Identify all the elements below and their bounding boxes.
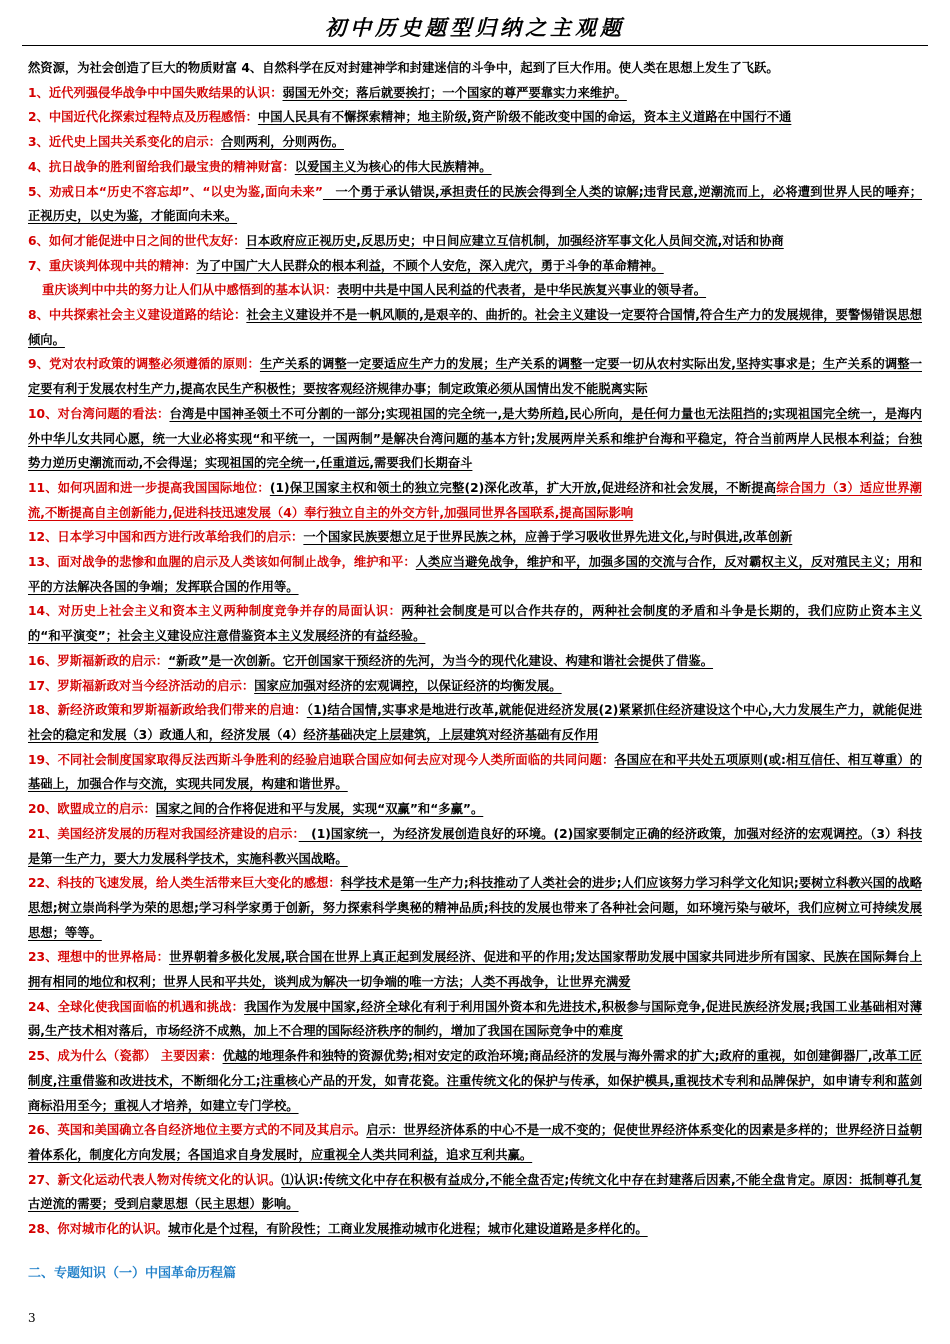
answer-text: 合则两利，分则两伤。 <box>221 135 344 150</box>
question-text: 重庆谈判中中共的努力让人们从中感悟到的基本认识： <box>42 283 338 298</box>
list-item <box>28 550 922 599</box>
section-heading: 二、专题知识（一）中国革命历程篇 <box>28 1266 237 1281</box>
question-text: 23、理想中的世界格局： <box>28 950 170 965</box>
question-text: 25、成为什么（瓷都） 主要因素： <box>28 1049 223 1064</box>
list-item <box>28 303 922 352</box>
list-item <box>28 995 922 1044</box>
answer-text: 弱国无外交；落后就要挨打；一个国家的尊严要靠实力来维护。 <box>282 85 627 100</box>
answer-text: 启示：世界经济体系的中心不是一成不变的；促使世界经济体系变化的因素是多样的；世界经济日益朝着体系化，制度化方向发展；各国追求自身发展时，应重视全人类共同利益，追求互利共赢。 <box>28 1123 922 1162</box>
answer-text: 人类应当避免战争，维护和平，加强多国的交流与合作，反对霸权主义，反对殖民主义；用和平的方法解决各国的争端；发挥联合国的作用等。 <box>28 555 922 594</box>
question-text: 10、对台湾问题的看法： <box>28 406 170 421</box>
question-text: 28、你对城市化的认识。 <box>28 1222 169 1237</box>
list-item <box>28 180 922 229</box>
question-text: 4、抗日战争的胜利留给我们最宝贵的精神财富： <box>28 159 295 174</box>
question-text: 11、如何巩固和进一步提高我国国际地位： <box>28 480 270 495</box>
answer-text: 两种社会制度是可以合作共存的，两种社会制度的矛盾和斗争是长期的，我们应防止资本主义的“和平演变”；社会主义建设应注意借鉴资本主义发展经济的有益经验。 <box>28 604 922 644</box>
question-text: 7、重庆谈判体现中共的精神： <box>28 258 197 273</box>
list-item <box>28 674 922 699</box>
answer-text: （1)结合国情,实事求是地进行改革,就能促进经济发展(2)紧紧抓住经济建设这个中心,大力发展生产力，就能促进社会的稳定和发展（3）政通人和，经济发展（4）经济基础决定上层建筑，上层建筑对经济基础有反作用 <box>28 703 922 742</box>
page-title: 初中历史题型归纳之主观题 <box>325 15 625 40</box>
answer-text: 一个国家民族要想立足于世界民族之林，应善于学习吸收世界先进文化,与时俱进,改革创新 <box>303 530 793 545</box>
question-text: 21、美国经济发展的历程对我国经济建设的启示： <box>28 826 299 841</box>
list-item <box>28 278 922 303</box>
answer-text: 中国人民具有不懈探索精神；地主阶级,资产阶级不能改变中国的命运，资本主义道路在中国行不通 <box>257 110 792 125</box>
answer-text: 优越的地理条件和独特的资源优势;相对安定的政治环境;商品经济的发展与海外需求的扩大;政府的重视，如创建御器厂,改革工匠制度,注重借鉴和改进技术，不断细化分工;注重核心产品的开发，如青花瓷。注重传统文化的保护与传承，如保护模具,重视技术专利和品牌保护，如申请专利和蓝剑商标沿用至今；重视人才培养，如建立专门学校。 <box>28 1049 922 1113</box>
answer-text: 我国作为发展中国家,经济全球化有利于利用国外资本和先进技术,积极参与国际竞争,促进民族经济发展;我国工业基础相对薄弱,生产技术相对落后，市场经济不成熟，加上不合理的国际经济秩序的制约，增加了我国在国际竞争中的难度 <box>28 999 922 1039</box>
list-item <box>28 476 922 525</box>
list-item <box>28 525 922 550</box>
list-item <box>28 254 922 279</box>
answer-text: “新政”是一次创新。它开创国家干预经济的先河，为当今的现代化建设、构建和谐社会提供了借鉴。 <box>168 653 714 668</box>
list-item <box>28 649 922 674</box>
list-item <box>28 1044 922 1118</box>
question-text: 9、党对农村政策的调整必须遵循的原则： <box>28 357 260 372</box>
answer-text: 生产关系的调整一定要适应生产力的发展；生产关系的调整一定要一切从农村实际出发,坚持实事求是；生产关系的调整一定要有利于发展农村生产力,提高农民生产积极性；要按客观经济规律办事；制定政策必须从国情出发不能脱离实际 <box>28 357 922 397</box>
list-item <box>28 352 922 401</box>
list-item <box>28 1168 922 1217</box>
question-text: 19、不同社会制度国家取得反法西斯斗争胜利的经验启迪联合国应如何去应对现今人类所面临的共同问题： <box>28 752 615 767</box>
question-text: 16、罗斯福新政的启示： <box>28 653 169 668</box>
page-number: 3 <box>28 1311 36 1325</box>
answer-text: 国家之间的合作将促进和平与发展，实现“双赢”和“多赢”。 <box>155 802 484 817</box>
question-text: 8、中共探索社会主义建设道路的结论： <box>28 308 247 323</box>
question-list <box>28 81 922 1242</box>
question-text: 14、对历史上社会主义和资本主义两种制度竞争并存的局面认识： <box>28 604 402 619</box>
list-item <box>28 871 922 945</box>
list-item <box>28 945 922 994</box>
list-item <box>28 599 922 648</box>
list-item <box>28 1118 922 1167</box>
title-divider <box>22 45 928 46</box>
answer-text: 城市化是个过程，有阶段性；工商业发展推动城市化进程；城市化建设道路是多样化的。 <box>168 1222 648 1237</box>
list-item <box>28 698 922 747</box>
answer-highlight-text: 综合国力（3）适应世界潮流,不断提高自主创新能力,促进科技迅速发展（4）奉行独立自主的外交方针,加强同世界各国联系,提高国际影响 <box>28 480 922 520</box>
answer-text: 世界朝着多极化发展,联合国在世界上真正起到发展经济、促进和平的作用;发达国家帮助发展中国家共同进步所有国家、民族在国际舞台上拥有相同的地位和权利；世界人民和平共处，谈判成为解决一切争端的唯一方法；人类不再战争，让世界充满爱 <box>28 950 922 990</box>
question-text: 20、欧盟成立的启示： <box>28 802 156 817</box>
answer-text: 以爱国主义为核心的伟大民族精神。 <box>294 159 492 174</box>
list-item <box>28 105 922 130</box>
answer-text: 科学技术是第一生产力;科技推动了人类社会的进步;人们应该努力学习科学文化知识;要树立科教兴国的战略思想;树立崇尚科学为荣的思想;学习科学家勇于创新，努力探索科学奥秘的精神品质;科技的发展也带来了各种社会问题，如环境污染与破坏，我们应树立可持续发展思想；等等。 <box>28 876 922 940</box>
question-text: 27、新文化运动代表人物对传统文化的认识。 <box>28 1172 282 1187</box>
answer-text: (1)国家统一，为经济发展创造良好的环境。(2)国家要制定正确的经济政策，加强对经济的宏观调控。（3）科技是第一生产力，要大力发展科学技术，实施科教兴国战略。 <box>28 826 922 866</box>
answer-text: 社会主义建设并不是一帆风顺的,是艰辛的、曲折的。社会主义建设一定要符合国情,符合生产力的发展规律，要警惕错误思想倾向。 <box>28 308 922 347</box>
answer-text: 表明中共是中国人民利益的代表者，是中华民族复兴事业的领导者。 <box>337 283 707 298</box>
list-item <box>28 402 922 476</box>
question-text: 6、如何才能促进中日之间的世代友好： <box>28 233 246 248</box>
list-item <box>28 81 922 106</box>
list-item <box>28 130 922 155</box>
question-text: 2、中国近代化探索过程特点及历程感悟： <box>28 110 258 125</box>
document-body <box>28 56 922 1242</box>
question-text: 3、近代史上国共关系变化的启示： <box>28 135 222 150</box>
answer-text: 为了中国广大人民群众的根本利益，不顾个人安危，深入虎穴，勇于斗争的革命精神。 <box>196 258 664 273</box>
question-text: 5、劝戒日本“历史不容忘却”、“以史为鉴,面向未来” <box>28 184 323 199</box>
list-item <box>28 797 922 822</box>
list-item <box>28 1217 922 1242</box>
answer-text: 台湾是中国神圣领土不可分割的一部分;实现祖国的完全统一,是大势所趋,民心所向，是任何力量也无法阻挡的;实现祖国完全统一，是海内外中华儿女共同心愿，统一大业必将实现“和平统一，一国两制”是解决台湾问题的基本方针;发展两岸关系和维护台海和平稳定，符合当前两岸人民根本利益；台独势力逆历史潮流而动,不会得逞；实现祖国的完全统一,任重道远,需要我们长期奋斗 <box>28 406 922 471</box>
list-item <box>28 155 922 180</box>
question-text: 24、全球化使我国面临的机遇和挑战： <box>28 999 245 1014</box>
answer-text: 国家应加强对经济的宏观调控，以保证经济的均衡发展。 <box>254 678 562 693</box>
lead-text: 然资源，为社会创造了巨大的物质财富 4、自然科学在反对封建神学和封建迷信的斗争中，起到了巨大作用。使人类在思想上发生了飞跃。 <box>28 61 779 75</box>
question-text: 13、面对战争的悲惨和血腥的启示及人类该如何制止战争，维护和平： <box>28 555 416 570</box>
question-text: 22、科技的飞速发展，给人类生活带来巨大变化的感想： <box>28 876 341 891</box>
answer-text: 日本政府应正视历史,反思历史；中日间应建立互信机制，加强经济军事文化人员间交流,对话和协商 <box>245 233 784 248</box>
list-item <box>28 822 922 871</box>
list-item <box>28 229 922 254</box>
question-text: 18、新经济政策和罗斯福新政给我们带来的启迪： <box>28 703 307 718</box>
lead-paragraph <box>28 56 922 81</box>
question-text: 26、英国和美国确立各自经济地位主要方式的不同及其启示。 <box>28 1123 367 1138</box>
question-text: 17、罗斯福新政对当今经济活动的启示： <box>28 678 255 693</box>
answer-text: 一个勇于承认错误,承担责任的民族会得到全人类的谅解;违背民意,逆潮流而上，必将遭到世界人民的唾弃；正视历史，以史为鉴，才能面向未来。 <box>28 184 922 224</box>
answer-text: 各国应在和平共处五项原则(或:相互信任、相互尊重）的基础上，加强合作与交流，实现共同发展，构建和谐世界。 <box>28 752 922 792</box>
answer-text: ⑴认识:传统文化中存在积极有益成分,不能全盘否定;传统文化中存在封建落后因素,不能全盘肯定。原因：抵制尊孔复古逆流的需要；受到启蒙思想（民主思想）影响。 <box>28 1172 922 1212</box>
question-text: 1、近代列强侵华战争中中国失败结果的认识： <box>28 85 283 100</box>
list-item <box>28 748 922 797</box>
answer-text: (1)保卫国家主权和领土的独立完整(2)深化改革，扩大开放,促进经济和社会发展，不断提高 <box>269 480 777 495</box>
question-text: 12、日本学习中国和西方进行改革给我们的启示： <box>28 530 304 545</box>
